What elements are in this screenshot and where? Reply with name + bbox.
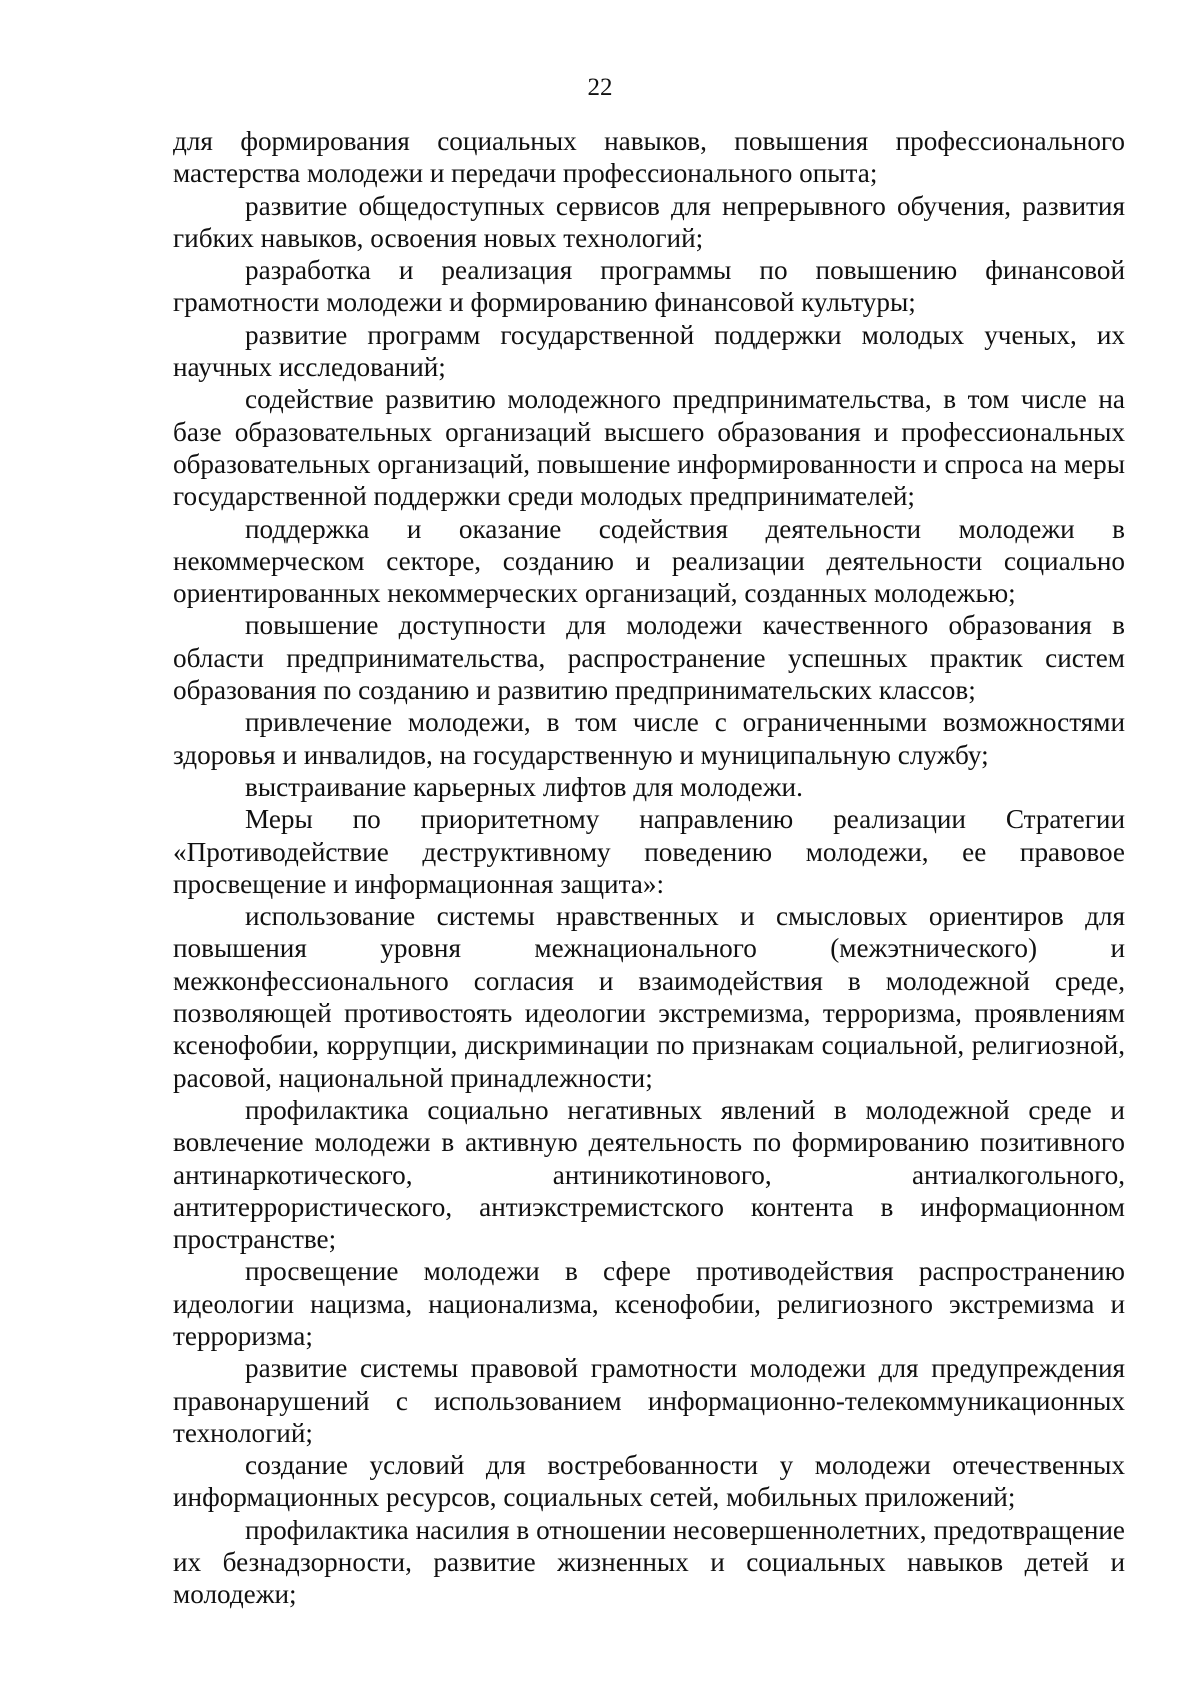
paragraph: для формирования социальных навыков, повышения профессионального мастерства молодежи и передачи профессионального опыта; — [173, 126, 1125, 189]
paragraph: содействие развитию молодежного предпринимательства, в том числе на базе образовательных организаций высшего образования и профессиональных образовательных организаций, повышение информированности и спроса на меры государственной поддержки среди молодых предпринимателей; — [173, 384, 1125, 512]
paragraph: просвещение молодежи в сфере противодействия распространению идеологии нацизма, национализма, ксенофобии, религиозного экстремизма и терроризма; — [173, 1256, 1125, 1351]
paragraph: Меры по приоритетному направлению реализации Стратегии «Противодействие деструктивному поведению молодежи, ее правовое просвещение и информационная защита»: — [173, 804, 1125, 899]
paragraph: разработка и реализация программы по повышению финансовой грамотности молодежи и формированию финансовой культуры; — [173, 255, 1125, 318]
paragraph: развитие общедоступных сервисов для непрерывного обучения, развития гибких навыков, освоения новых технологий; — [173, 190, 1125, 253]
paragraph: профилактика насилия в отношении несовершеннолетних, предотвращение их безнадзорности, развитие жизненных и социальных навыков детей и молодежи; — [173, 1514, 1125, 1610]
paragraph: профилактика социально негативных явлений в молодежной среде и вовлечение молодежи в активную деятельность по формированию позитивного антинаркотического, антиникотинового, антиалкогольного, антитеррористического, антиэкстремистского контента в информационном пространстве; — [173, 1094, 1125, 1255]
page-number: 22 — [587, 74, 613, 101]
paragraph: выстраивание карьерных лифтов для молодежи. — [245, 771, 803, 802]
paragraph: поддержка и оказание содействия деятельности молодежи в некоммерческом секторе, созданию и реализации деятельности социально ориентированных некоммерческих организаций, созданных молодежью; — [173, 513, 1125, 609]
document-body — [173, 125, 1125, 1611]
paragraph: создание условий для востребованности у молодежи отечественных информационных ресурсов, социальных сетей, мобильных приложений; — [173, 1450, 1125, 1513]
paragraph: использование системы нравственных и смысловых ориентиров для повышения уровня межнационального (межэтнического) и межконфессионального согласия и взаимодействия в молодежной среде, позволяющей противостоять идеологии экстремизма, терроризма, проявлениям ксенофобии, коррупции, дискриминации по признакам социальной, религиозной, расовой, национальной принадлежности; — [173, 901, 1125, 1093]
paragraph: привлечение молодежи, в том числе с ограниченными возможностями здоровья и инвалидов, на государственную и муниципальную службу; — [173, 707, 1125, 770]
paragraph: развитие системы правовой грамотности молодежи для предупреждения правонарушений с использованием информационно-телекоммуникационных технологий; — [173, 1353, 1125, 1448]
paragraph: повышение доступности для молодежи качественного образования в области предпринимательства, распространение успешных практик систем образования по созданию и развитию предпринимательских классов; — [173, 610, 1125, 706]
paragraph: развитие программ государственной поддержки молодых ученых, их научных исследований; — [173, 319, 1125, 383]
